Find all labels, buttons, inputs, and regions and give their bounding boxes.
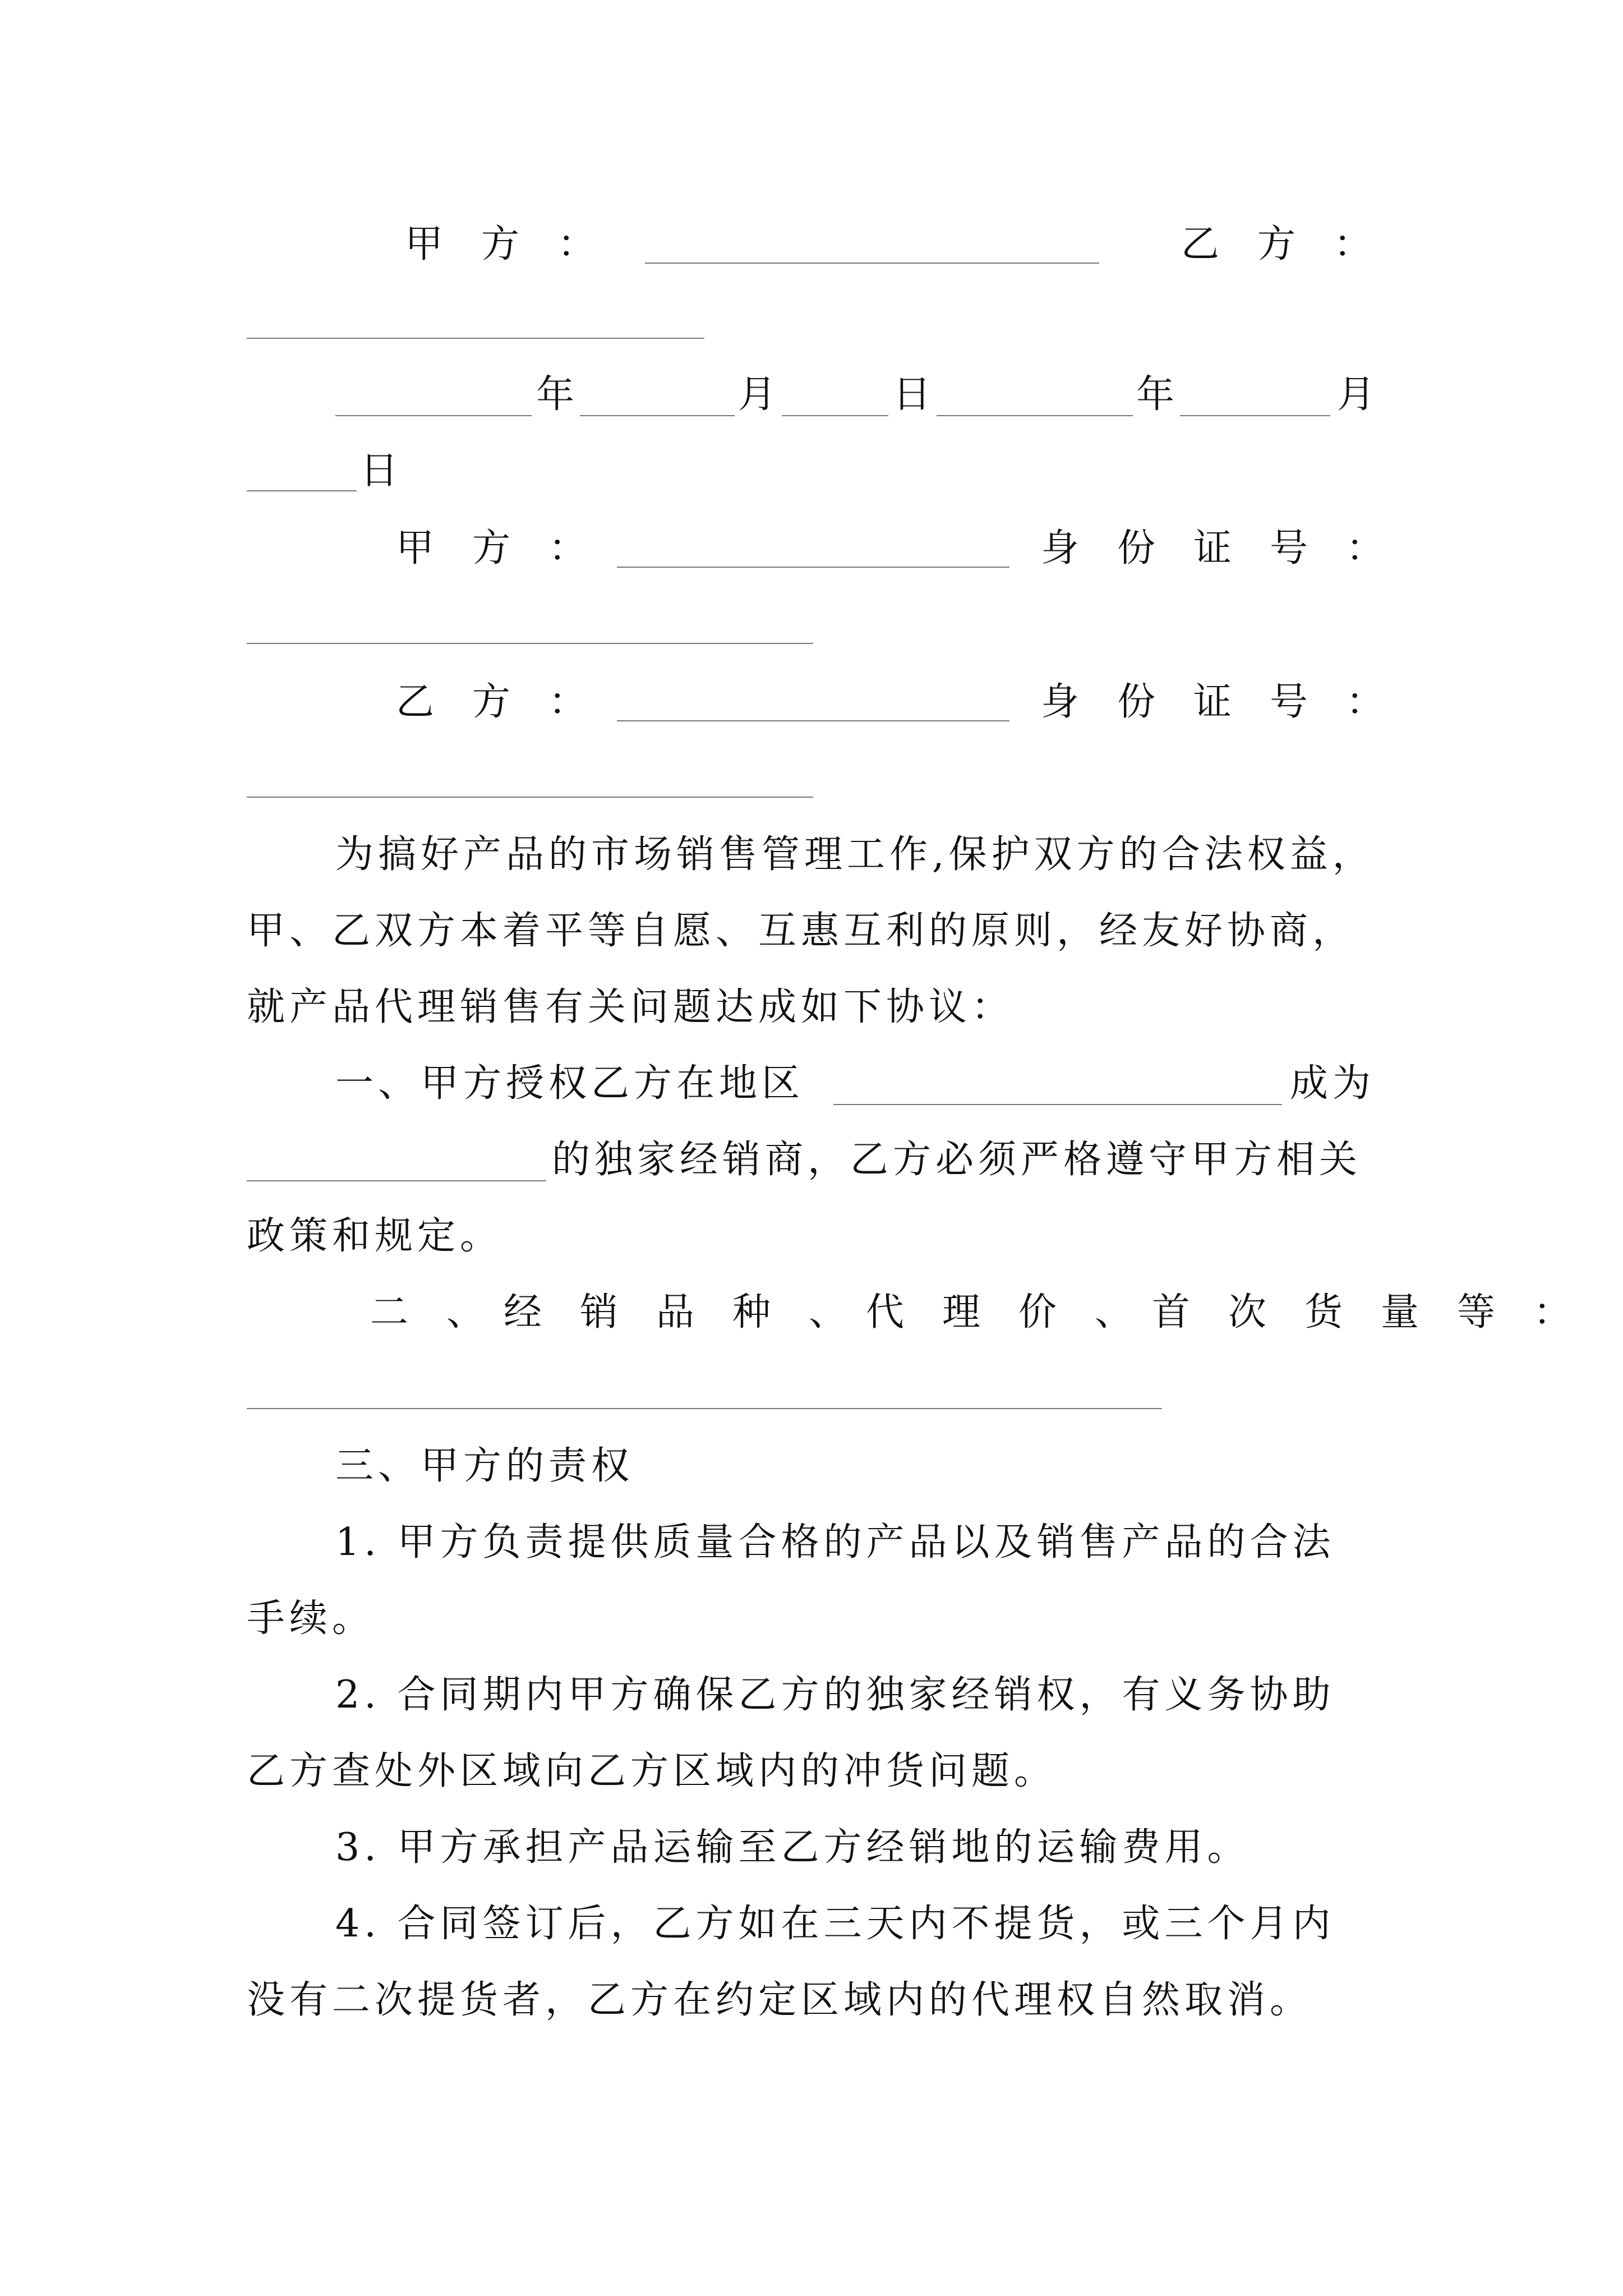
clause3-item1-line1: 1. 甲方负责提供质量合格的产品以及销售产品的合法 — [335, 1520, 1335, 1565]
party-b-label: 乙 方 ： — [1181, 222, 1372, 266]
date-a-day-label: 日 — [893, 372, 932, 417]
date-b-year-blank[interactable] — [937, 415, 1133, 416]
clause3-item2-line2: 乙方查处外区域向乙方区域内的冲货问题。 — [247, 1749, 1057, 1793]
date-a-day-blank[interactable] — [782, 415, 888, 416]
clause3-item4-line2: 没有二次提货者，乙方在约定区域内的代理权自然取消。 — [247, 1978, 1313, 2022]
sign-a-id-label: 身 份 证 号 ： — [1041, 526, 1385, 570]
sign-a-blank[interactable] — [617, 567, 1009, 568]
date-b-month-label: 月 — [1337, 372, 1376, 417]
date-a-month-blank[interactable] — [580, 415, 735, 416]
distributor-blank[interactable] — [247, 1180, 546, 1181]
sign-a-label: 甲 方 ： — [396, 526, 587, 570]
date-a-month-label: 月 — [738, 372, 777, 417]
clause1-cont: 的独家经销商，乙方必须严格遵守甲方相关 — [552, 1138, 1362, 1182]
clause3-item1-line2: 手续。 — [247, 1596, 375, 1641]
clause3-item3: 3. 甲方承担产品运输至乙方经销地的运输费用。 — [335, 1825, 1250, 1870]
date-b-month-blank[interactable] — [1180, 415, 1330, 416]
clause1-suffix: 成为 — [1290, 1061, 1376, 1106]
party-a-blank[interactable] — [645, 263, 1099, 264]
date-a-year-label: 年 — [536, 372, 575, 417]
products-blank[interactable] — [247, 1408, 1162, 1409]
clause1-line-3: 政策和规定。 — [247, 1214, 503, 1258]
clause3-item2-line1: 2. 合同期内甲方确保乙方的独家经销权，有义务协助 — [335, 1673, 1335, 1717]
sign-b-blank[interactable] — [617, 720, 1009, 721]
date-a-year-blank[interactable] — [335, 415, 532, 416]
sign-b-label: 乙 方 ： — [396, 680, 587, 724]
clause1-prefix: 一、甲方授权乙方在地区 — [335, 1061, 805, 1106]
sign-a-id-blank[interactable] — [247, 643, 813, 644]
sign-b-id-label: 身 份 证 号 ： — [1041, 680, 1385, 724]
clause2-text: 二 、 经 销 品 种 、 代 理 价 、 首 次 货 量 等 ： — [370, 1290, 1572, 1335]
party-a-label: 甲 方 ： — [405, 222, 596, 266]
clause3-heading: 三、甲方的责权 — [335, 1444, 634, 1488]
party-b-blank[interactable] — [247, 338, 704, 339]
date-b-year-label: 年 — [1136, 372, 1175, 417]
region-blank[interactable] — [833, 1104, 1282, 1105]
preamble-line-1: 为搞好产品的市场销售管理工作,保护双方的合法权益， — [335, 832, 1375, 877]
date-b-day-blank[interactable] — [247, 490, 357, 491]
preamble-line-3: 就产品代理销售有关问题达成如下协议： — [247, 985, 1015, 1029]
sign-b-id-blank[interactable] — [247, 797, 813, 798]
preamble-line-2: 甲、乙双方本着平等自愿、互惠互利的原则，经友好协商， — [247, 909, 1355, 953]
clause3-item4-line1: 4. 合同签订后，乙方如在三天内不提货，或三个月内 — [335, 1902, 1335, 1946]
date-b-day-label: 日 — [360, 449, 399, 493]
